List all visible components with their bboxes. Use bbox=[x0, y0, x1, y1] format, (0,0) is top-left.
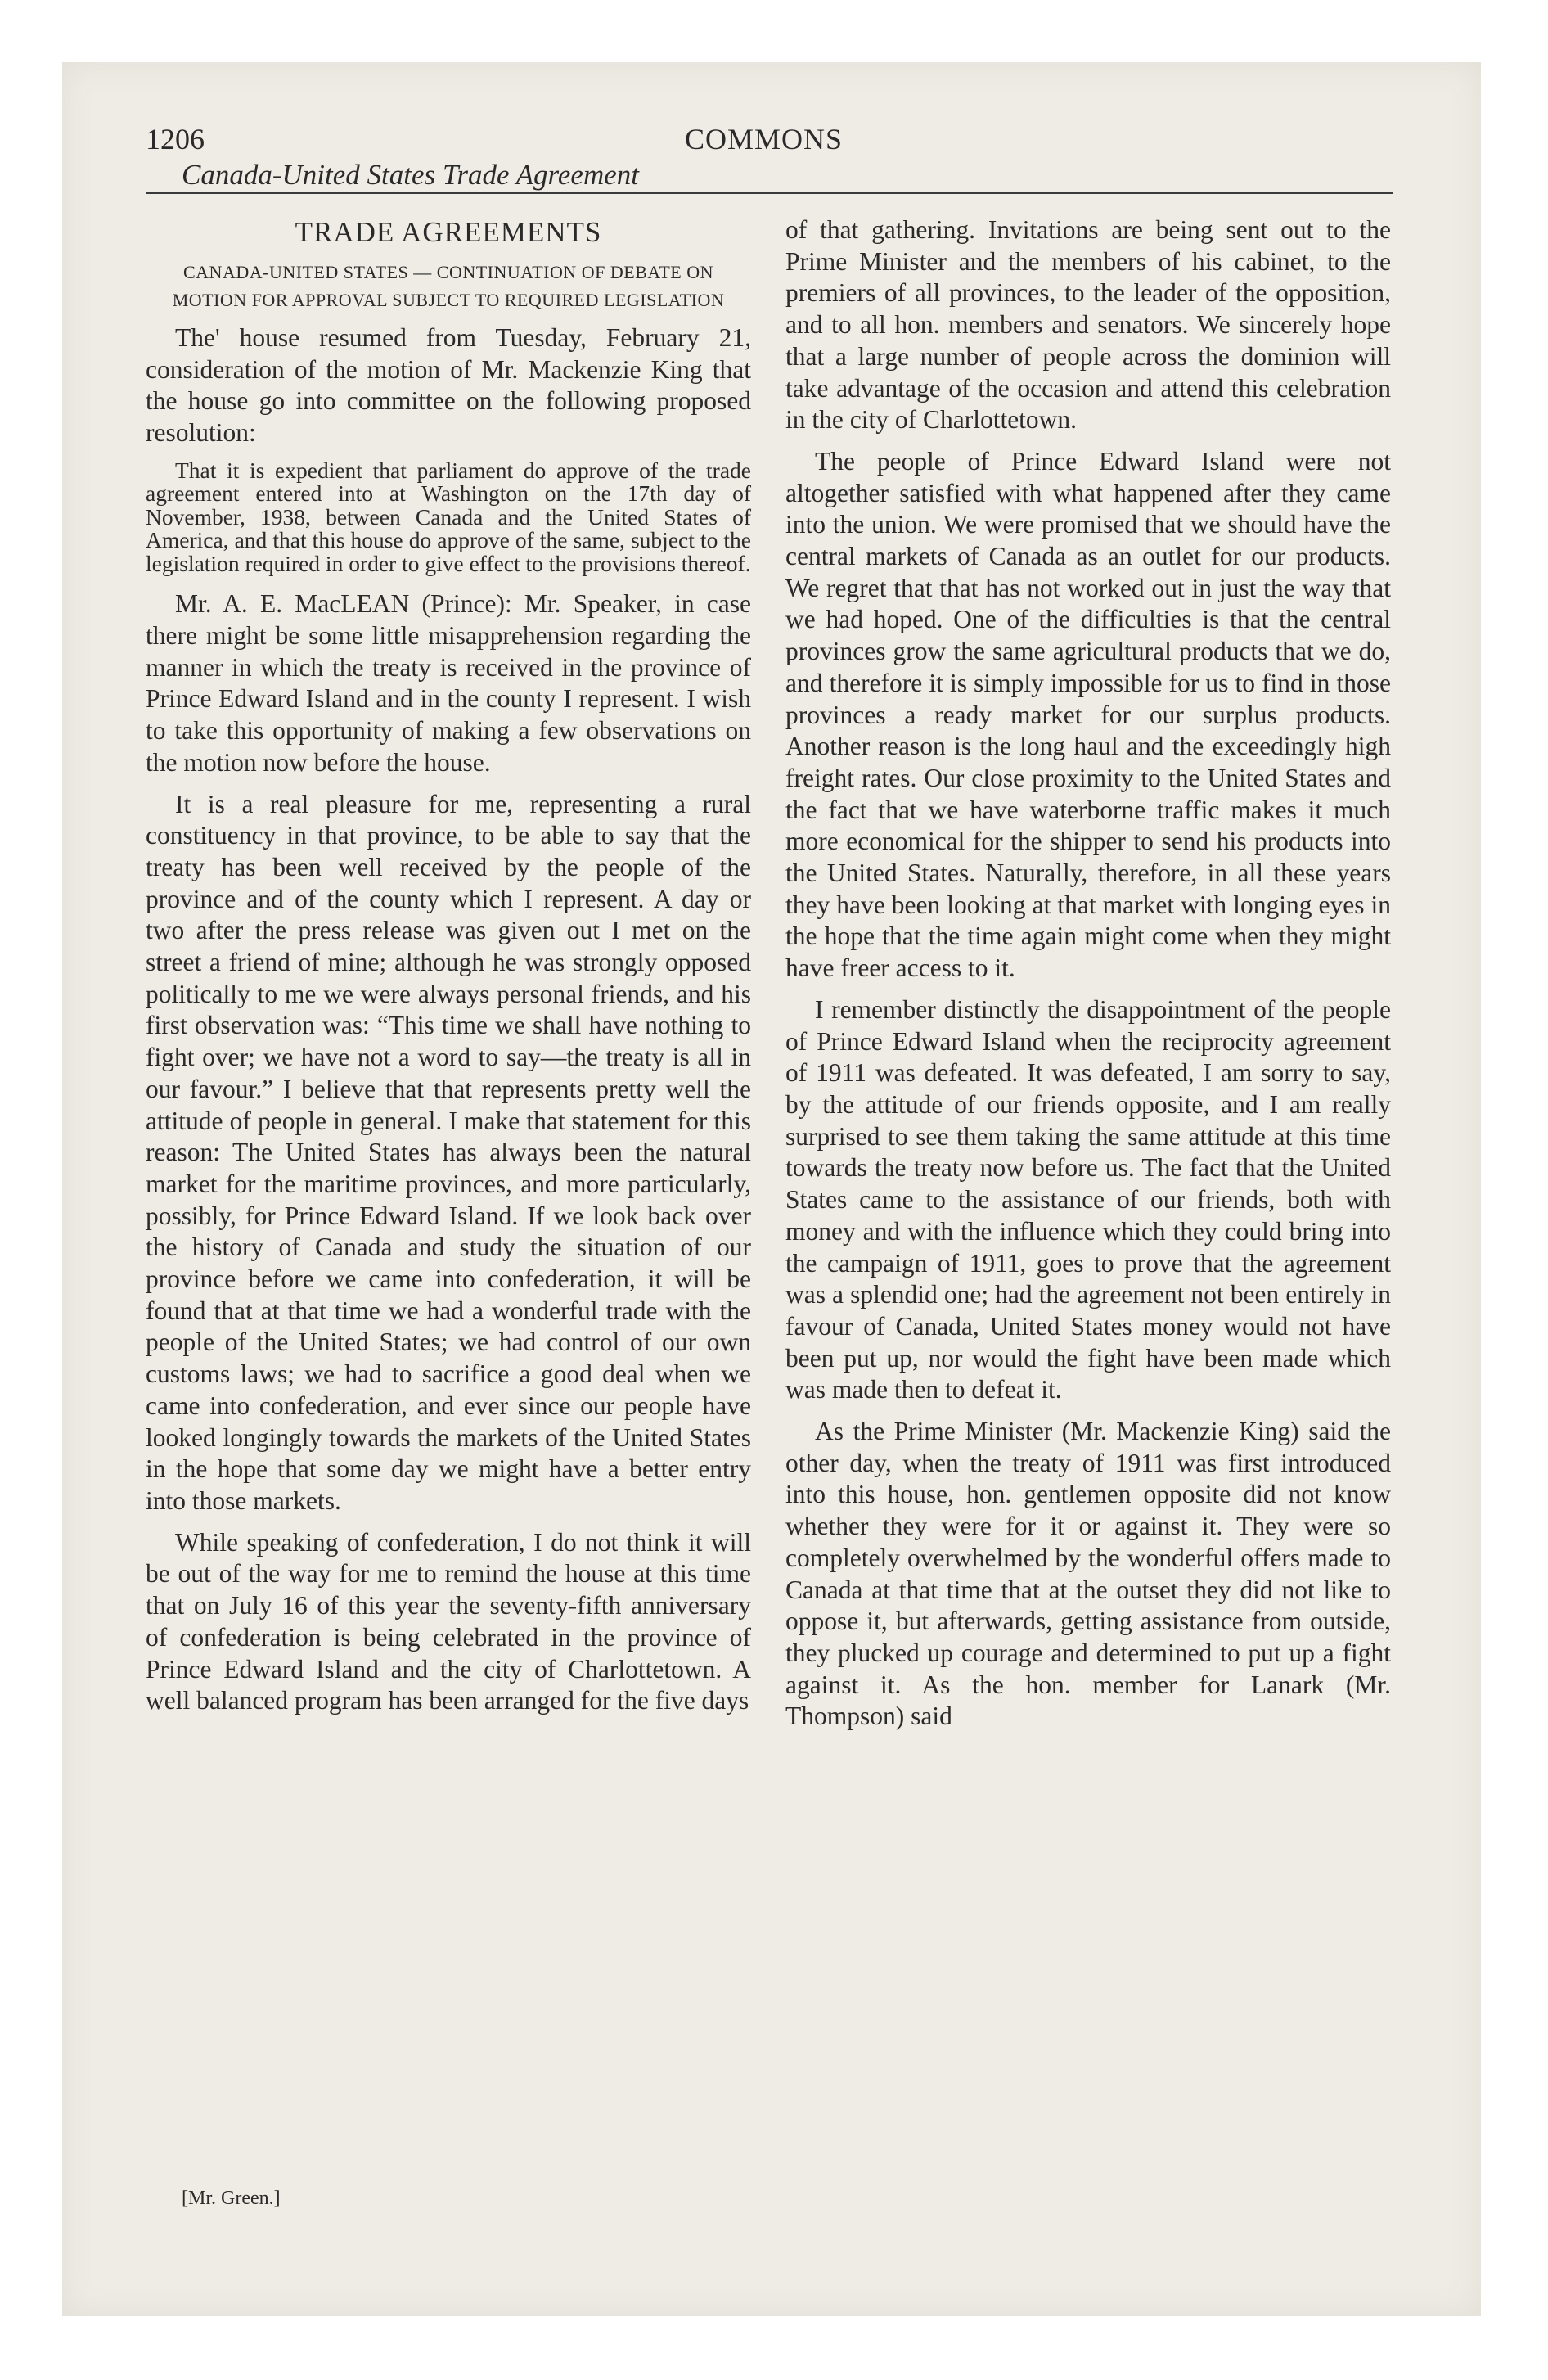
paragraph: Mr. A. E. MacLEAN (Prince): Mr. Speaker, in case there might be some little misapprehension regarding the manner in which the treaty is received in the province of Prince Edward Island and in the county I represent. I wish to take this opportunity of making a few observations on the motion now before the house. bbox=[146, 589, 751, 777]
header-rule bbox=[146, 192, 1393, 194]
section-subtitle: CANADA-UNITED STATES — CONTINUATION OF DEBATE ON MOTION FOR APPROVAL SUBJECT TO REQUIRED LEGISLATION bbox=[172, 262, 725, 310]
quoted-resolution: That it is expedient that parliament do approve of the trade agreement entered into at Washington on the 17th day of November, 1938, between Canada and the United States of America, and that this house do approve of the same, subject to the legislation required in order to give effect to the provisions thereof. bbox=[146, 457, 751, 576]
section-title: TRADE AGREEMENTS bbox=[295, 216, 602, 248]
running-head: COMMONS bbox=[684, 123, 843, 156]
page-number: 1206 bbox=[146, 123, 205, 156]
paragraph: The' house resumed from Tuesday, February 21, consideration of the motion of Mr. Mackenzie King that the house go into committee on the following proposed resolution: bbox=[146, 323, 751, 448]
paragraph: The people of Prince Edward Island were not altogether satisfied with what happened after they came into the union. We were promised that we should have the central markets of Canada as an outlet for our products. We regret that that has not worked out in just the way that we had hoped. One of the difficulties is that the central provinces grow the same agricultural products that we do, and therefore it is simply impossible for us to find in those provinces a ready market for our surplus products. Another reason is the long haul and the exceedingly high freight rates. Our close proximity to the United States and the fact that we have waterborne traffic makes it much more economical for the shipper to send his products into the United States. Naturally, therefore, in all these years they have been looking at that market with longing eyes in the hope that the time again might come when they might have freer access to it. bbox=[785, 446, 1391, 983]
left-column bbox=[146, 214, 751, 2228]
paragraph: As the Prime Minister (Mr. Mackenzie King) said the other day, when the treaty of 1911 was first introduced into this house, hon. gentlemen opposite did not know whether they were for it or against it. They were so completely overwhelmed by the wonderful offers made to Canada at that time that at the outset they did not like to oppose it, but afterwards, getting assistance from outside, they plucked up courage and determined to put up a fight against it. As the hon. member for Lanark (Mr. Thompson) said bbox=[785, 1417, 1391, 1731]
paragraph: I remember distinctly the disappointment of the people of Prince Edward Island when the reciprocity agreement of 1911 was defeated. It was defeated, I am sorry to say, by the attitude of our friends opposite, and I am really surprised to see them taking the same attitude at this time towards the treaty now before us. The fact that the United States came to the assistance of our friends, both with money and with the influence which they could bring into the campaign of 1911, goes to prove that the agreement was a splendid one; had the agreement not been entirely in favour of Canada, United States money would not have been put up, nor would the fight have been made which was made then to defeat it. bbox=[785, 994, 1391, 1404]
paragraph: It is a real pleasure for me, representing a rural constituency in that province, to be able to say that the treaty has been well received by the people of the province and of the county which I represent. A day or two after the press release was given out I met on the street a friend of mine; although he was strongly opposed politically to me we were always personal friends, and his first observation was: “This time we shall have nothing to fight over; we have not a word to say—the treaty is all in our favour.” I believe that that represents pretty well the attitude of people in general. I make that statement for this reason: The United States has always been the natural market for the maritime provinces, and more particularly, possibly, for Prince Edward Island. If we look back over the history of Canada and study the situation of our province before we came into confederation, it will be found that at that time we had a wonderful trade with the people of the United States; we had control of our own customs laws; we had to sacrifice a good deal when we came into confederation, and ever since our people have looked longingly towards the markets of the United States in the hope that some day we might have a better entry into those markets. bbox=[146, 789, 751, 1515]
paragraph: While speaking of confederation, I do not think it will be out of the way for me to remind the house at this time that on July 16 of this year the seventy-fifth anniversary of confederation is being celebrated in the province of Prince Edward Island and the city of Charlottetown. A well balanced program has been arranged for the five days bbox=[146, 1527, 751, 1715]
right-column bbox=[785, 214, 1391, 2228]
subject-heading: Canada-United States Trade Agreement bbox=[182, 159, 639, 191]
paragraph: of that gathering. Invitations are being sent out to the Prime Minister and the members of his cabinet, to the premiers of all provinces, to the leader of the opposition, and to all hon. members and senators. We sincerely hope that a large number of people across the dominion will take advantage of the occasion and attend this celebration in the city of Charlottetown. bbox=[785, 215, 1391, 435]
speaker-footnote: [Mr. Green.] bbox=[182, 2188, 281, 2209]
